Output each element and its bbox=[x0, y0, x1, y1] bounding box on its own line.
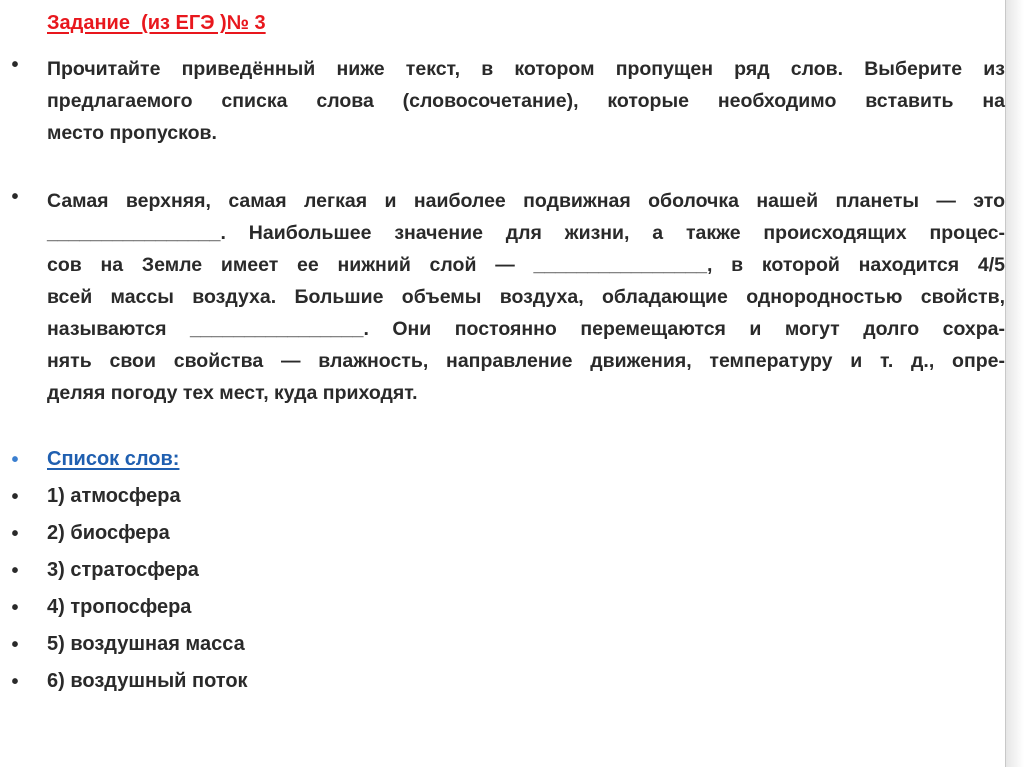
word-list-item: 6) воздушный поток bbox=[47, 670, 248, 692]
passage-line: Самая верхняя, самая легкая и наиболее подвижная оболочка нашей планеты — это bbox=[47, 190, 1005, 212]
word-list-item: 3) стратосфера bbox=[47, 559, 199, 581]
word-list-item: 2) биосфера bbox=[47, 522, 170, 544]
passage-line: нять свои свойства — влажность, направление движения, температуру и т. д., опре- bbox=[47, 350, 1005, 372]
passage-line: всей массы воздуха. Большие объемы воздуха, обладающие однородностью свойств, bbox=[47, 286, 1005, 308]
word-list-title: Список слов: bbox=[47, 448, 180, 470]
bullet-item: • bbox=[11, 671, 19, 693]
bullet-item: • bbox=[11, 486, 19, 508]
instruction-line: Прочитайте приведённый ниже текст, в котором пропущен ряд слов. Выберите из bbox=[47, 58, 1005, 80]
passage-line: деляя погоду тех мест, куда приходят. bbox=[47, 382, 418, 404]
instruction-paragraph bbox=[47, 53, 1005, 149]
bullet-passage: • bbox=[11, 186, 19, 208]
word-list-item: 1) атмосфера bbox=[47, 485, 181, 507]
passage-line: называются ________________. Они постоянно перемещаются и могут долго сохра- bbox=[47, 318, 1005, 340]
passage-line: сов на Земле имеет ее нижний слой — ________________, в которой находится 4/5 bbox=[47, 254, 1005, 276]
word-list-item: 4) тропосфера bbox=[47, 596, 192, 618]
bullet-item: • bbox=[11, 634, 19, 656]
bullet-item: • bbox=[11, 560, 19, 582]
instruction-line: место пропусков. bbox=[47, 122, 217, 144]
bullet-word-list: • bbox=[11, 449, 19, 471]
slide-edge-shadow bbox=[1006, 0, 1024, 767]
word-list-item: 5) воздушная масса bbox=[47, 633, 245, 655]
instruction-line: предлагаемого списка слова (словосочетание), которые необходимо вставить на bbox=[47, 90, 1005, 112]
bullet-item: • bbox=[11, 597, 19, 619]
passage-paragraph bbox=[47, 185, 1005, 409]
bullet-instruction: • bbox=[11, 54, 19, 76]
bullet-item: • bbox=[11, 523, 19, 545]
passage-line: ________________. Наибольшее значение для жизни, а также происходящих процес- bbox=[47, 222, 1005, 244]
task-title: Задание (из ЕГЭ )№ 3 bbox=[47, 12, 266, 34]
